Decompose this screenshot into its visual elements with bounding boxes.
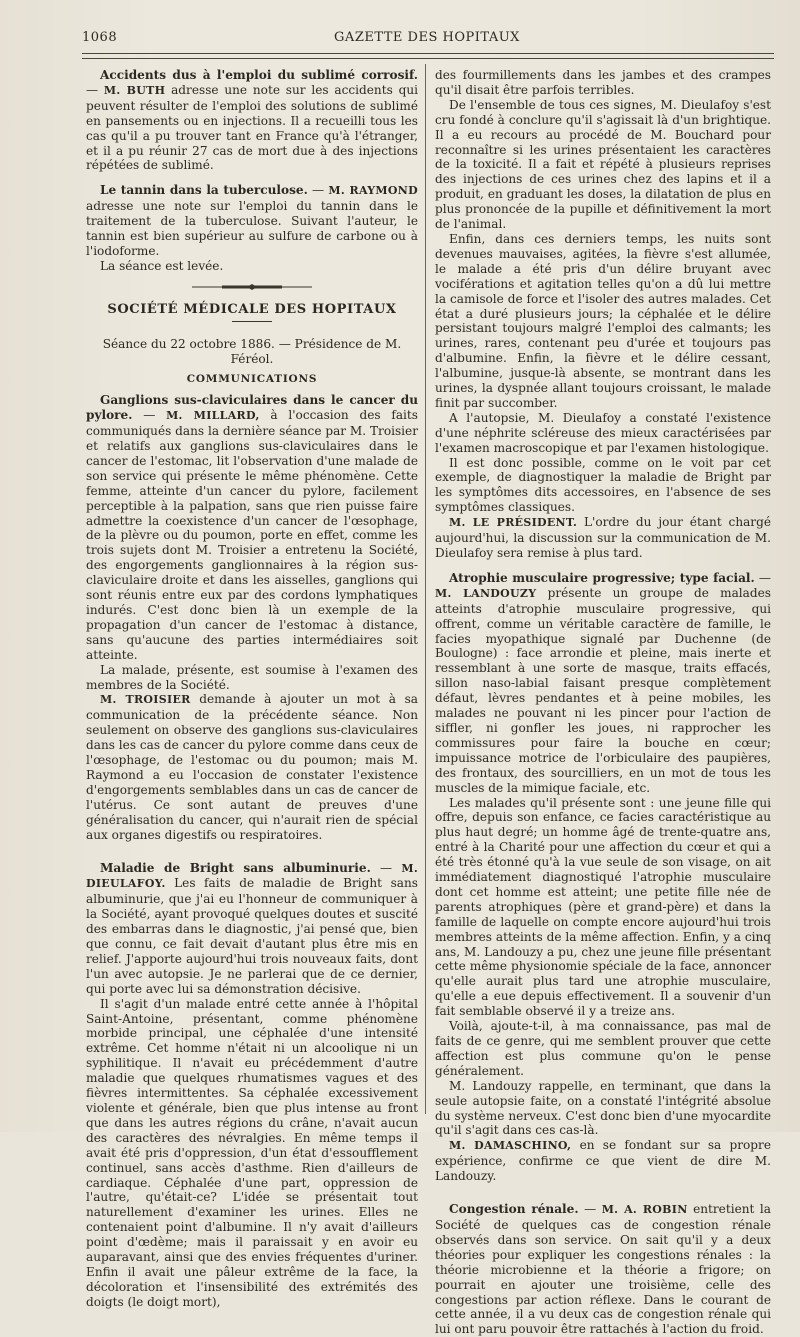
text-tannin: adresse une note sur l'emploi du tannin dans le traitement de la tuberculose. Suivant l'auteur, le tannin est bien supérieur au sulfure de carbone ou à l'iodoforme.: [86, 199, 418, 258]
article-bright: Maladie de Bright sans albuminurie. — M. DIEULAFOY. Les faits de maladie de Bright sans albuminurie, que j'ai eu l'honneur de communiquer à la Société, ayant provoqué quelques doutes et suscité des embarras dans le diagnostic, j'ai pensé que, bien que connu, ce fait devait d'autant plus être mis en relief. J'apporte aujourd'hui trois nouveaux faits, dont l'un avec autopsie. Je ne parlerai que de ce dernier, qui porte avec lui sa démonstration décisive.: [86, 860, 418, 996]
article-damaschino: [435, 1138, 771, 1184]
text-congestion: entretient la Société de quelques cas de congestion rénale observés dans son service. On sait qu'il y a deux théories pour expliquer les congestions rénales : la théorie microbienne et la théorie a frigore; on pourrait en ajouter une troisième, celle des congestions par action réflexe. Dans le courant de cette année, il a vu deux cas de congestion rénale qui lui ont paru pouvoir être rattachés à l'action du froid.: [435, 1202, 771, 1337]
header-rule-bottom: [82, 58, 774, 59]
ornament-icon: [192, 283, 312, 291]
header-rule-top: [82, 53, 774, 54]
society-title: SOCIÉTÉ MÉDICALE DES HOPITAUX: [107, 301, 397, 317]
title-underline: [232, 321, 272, 325]
text-ganglions: à l'occasion des faits communiqués dans la dernière séance par M. Troisier et relatifs aux ganglions sus-claviculaires dans le cancer de l'estomac, lit l'observation d'une malade de son service qui présente le même phénomène. Cette femme, atteinte d'un cancer du pylore, facilement perceptible à la palpation, sans que rien puisse faire admettre la coexistence d'un cancer de l'œsophage, de la plèvre ou du poumon, porte en effet, comme les trois sujets dont M. Troisier a entretenu la Société, des engorgements ganglionnaires à la région sus-claviculaire droite et dans les aisselles, ganglions qui sont réunis entre eux par des cordons lymphatiques indurés. C'est donc bien là un exemple de la propagation d'un cancer de l'estomac à distance, sans qu'aucune des parties intermédiaires soit atteinte.: [86, 408, 418, 662]
author-raymond: M. RAYMOND: [328, 184, 418, 198]
author-damaschino: M. DAMASCHINO,: [449, 1139, 572, 1153]
author-landouzy: M. LANDOUZY: [435, 586, 537, 600]
text-right-5: Il est donc possible, comme on le voit par cet exemple, de diagnostiquer la maladie de Bright par les symptômes dits accessoires, en l'absence de ses symptômes classiques.: [435, 455, 771, 515]
author-buth: M. BUTH: [103, 83, 166, 97]
left-column: [86, 68, 418, 1310]
heading-congestion: Congestion rénale.: [449, 1202, 579, 1217]
text-president: L'ordre du jour étant chargé aujourd'hui, la discussion sur la communication de M. Dieulafoy sera remise à plus tard.: [435, 515, 771, 560]
text-bright: Les faits de maladie de Bright sans albuminurie, que j'ai eu l'honneur de communiquer à la Société, ayant provoqué quelques doutes et suscité des embarras dans le diagnostic, j'ai pensé que, bien que connu, ce fait devait d'autant plus être mis en relief. J'apporte aujourd'hui trois nouveaux faits, dont l'un avec autopsie. Je ne parlerai que de ce dernier, qui porte avec lui sa démonstration décisive.: [86, 876, 418, 996]
heading-atrophie: Atrophie musculaire progressive; type facial.: [449, 570, 755, 585]
seance-date: Séance du 22 octobre 1886. — Présidence de M. Féréol.: [102, 336, 402, 366]
heading-sublime: Accidents dus à l'emploi du sublimé corrosif.: [100, 68, 418, 82]
author-dieulafoy: M. DIEULAFOY.: [86, 861, 418, 891]
article-sublime: Accidents dus à l'emploi du sublimé corrosif. — M. BUTH adresse une note sur les accidents qui peuvent résulter de l'emploi des solutions de sublimé en pansements ou en injections. Il a recueilli tous les cas qu'il a pu trouver tant en France qu'à l'étranger, et il a pu réunir 27 cas de mort due à des injections répétées de sublimé.: [86, 68, 418, 173]
text-bright-2: Il s'agit d'un malade entré cette année à l'hôpital Saint-Antoine, présentant, comme phénomène morbide principal, une céphalée d'une intensité extrême. Cet homme n'était ni un alcoolique ni un syphilitique. Il n'avait eu précédemment d'autre maladie que quelques rhumatismes vagues et des fièvres intermittentes. Sa céphalée excessivement violente et générale, bien que plus intense au front que dans les autres régions du crâne, n'avait aucun des caractères des névralgies. En même temps il avait été pris d'oppression, d'un état d'essoufflement continuel, sans accès d'asthme. Rien d'ailleurs de cardiaque. Céphalée d'une part, oppression de l'autre, qu'était-ce? L'idée se présentait tout naturellement d'examiner les urines. Elles ne contenaient point d'albumine. Il n'y avait d'ailleurs point d'œdème; mais il paraissait y en avoir eu auparavant, ainsi que des envies fréquentes d'uriner. Enfin il avait une pâleur extrême de la face, la décoloration et l'insensibilité des extrémités des doigts (le doigt mort),: [86, 996, 418, 1309]
article-troisier: [86, 692, 418, 842]
article-president: [435, 515, 771, 561]
heading-tannin: Le tannin dans la tuberculose.: [100, 183, 308, 198]
ornament-divider: [86, 280, 418, 295]
page-header: [82, 30, 772, 52]
author-robin: M. A. ROBIN: [601, 1203, 688, 1217]
seance-levee: La séance est levée.: [100, 258, 224, 273]
text-atrophie-2: Les malades qu'il présente sont : une jeune fille qui offre, depuis son enfance, ce facies caractéristique au plus haut degré; un homme âgé de trente-quatre ans, entré à la Charité pour une affection du cœur et qui a été très étonné qu'à la vue seule de son visage, on ait immédiatement diagnostiqué l'atrophie musculaire dont cet homme est atteint; une petite fille née de parents atrophiques (père et grand-père) et dans la famille de laquelle on compte encore aujourd'hui trois membres atteints de la même affection. Enfin, y a cinq ans, M. Landouzy a pu, chez une jeune fille présentant cette même physionomie spéciale de la face, annoncer qu'elle aurait plus tard une atrophie musculaire, qu'elle a eue depuis effectivement. Il a souvenir d'un fait semblable observé il y a treize ans.: [435, 795, 771, 1019]
page-number: 1068: [82, 30, 118, 45]
journal-title: GAZETTE DES HOPITAUX: [334, 30, 520, 45]
heading-ganglions: Ganglions sus-claviculaires dans le cancer du pylore.: [86, 393, 418, 423]
author-millard: M. MILLARD,: [166, 409, 260, 423]
text-atrophie: présente un groupe de malades atteints d'atrophie musculaire progressive, qui offrent, comme un véritable caractère de famille, le facies myopathique signalé par Duchenne (de Boulogne) : face arrondie et pleine, mais inerte et ressemblant à une sorte de masque, traits effacés, sillon naso-labial faisant presque complètement défaut, lèvres pendantes et à peine mobiles, les malades ne pouvant ni les pincer pour l'action de siffler, ni gonfler les joues, ni rapprocher les commissures pour faire la bouche en cœur; impuissance motrice de l'orbiculaire des paupières, des frontaux, des sourcilliers, en un mot de tous les muscles de la mimique faciale, etc.: [435, 585, 771, 795]
author-troisier: M. TROISIER: [100, 693, 191, 707]
text-atrophie-3: Voilà, ajoute-t-il, à ma connaissance, pas mal de faits de ce genre, qui me semblent prouver que cette affection est plus commune qu'on le pense généralement.: [435, 1019, 771, 1078]
text-damaschino: en se fondant sur sa propre expérience, confirme ce que vient de dire M. Landouzy.: [435, 1138, 771, 1184]
text-ganglions-2: La malade, présente, est soumise à l'examen des membres de la Société.: [86, 662, 418, 692]
article-ganglions: Ganglions sus-claviculaires dans le cancer du pylore. — M. MILLARD, à l'occasion des faits communiqués dans la dernière séance par M. Troisier et relatifs aux ganglions sus-claviculaires dans le cancer de l'estomac, lit l'observation d'une malade de son service qui présente le même phénomène. Cette femme, atteinte d'un cancer du pylore, facilement perceptible à la palpation, sans que rien puisse faire admettre la coexistence d'un cancer de l'œsophage, de la plèvre ou du poumon, porte en effet, comme les trois sujets dont M. Troisier a entretenu la Société, des engorgements ganglionnaires à la région sus-claviculaire droite et dans les aisselles, ganglions qui sont réunis entre eux par des cordons lymphatiques indurés. C'est donc bien là un exemple de la propagation d'un cancer de l'estomac à distance, sans qu'aucune des parties intermédiaires soit atteinte.: [86, 393, 418, 662]
article-congestion: Congestion rénale. — M. A. ROBIN entretient la Société de quelques cas de congestion rénale observés dans son service. On sait qu'il y a deux théories pour expliquer les congestions rénales : la théorie microbienne et la théorie a frigore; on pourrait en ajouter une troisième, celle des congestions par action réflexe. Dans le courant de cette année, il a vu deux cas de congestion rénale qui lui ont paru pouvoir être rattachés à l'action du froid.: [435, 1202, 771, 1337]
text-sublime: adresse une note sur les accidents qui peuvent résulter de l'emploi des solutions de sublimé en pansements ou en injections. Il a recueilli tous les cas qu'il a pu trouver tant en France qu'à l'étranger, et il a pu réunir 27 cas de mort due à des injections répétées de sublimé.: [86, 82, 418, 173]
text-troisier: demande à ajouter un mot à sa communication de la précédente séance. Non seulement on observe des ganglions sus-claviculaires dans les cas de cancer du pylore comme dans ceux de l'œsophage, de l'estomac ou du poumon; mais M. Raymond a eu l'occasion de constater l'existence d'engorgements semblables dans un cas de cancer de l'utérus. Ce sont autant de preuves d'une généralisation du cancer, qui n'aurait rien de spécial aux organes digestifs ou respiratoires.: [86, 692, 418, 842]
column-divider: [425, 64, 426, 1114]
text-right-3: Enfin, dans ces derniers temps, les nuits sont devenues mauvaises, agitées, la fièvre s'est allumée, le malade a été pris d'un délire bruyant avec vociférations et agitation telles qu'on a dû lui mettre la camisole de force et l'isoler des autres malades. Cet état a duré plusieurs jours; la céphalée et le délire persistant toujours malgré l'emploi des calmants; les urines, rares, contenant peu d'urée et toujours pas d'albumine. Enfin, la fièvre et le délire cessant, l'albumine, jusque-là absente, se montrant dans les urines, la dyspnée allant toujours croissant, le malade finit par succomber.: [435, 231, 771, 410]
article-atrophie: Atrophie musculaire progressive; type facial. — M. LANDOUZY présente un groupe de malades atteints d'atrophie musculaire progressive, qui offrent, comme un véritable caractère de famille, le facies myopathique signalé par Duchenne (de Boulogne) : face arrondie et pleine, mais inerte et ressemblant à une sorte de masque, traits effacés, sillon naso-labial faisant presque complètement défaut, lèvres pendantes et à peine mobiles, les malades ne pouvant ni les pincer pour l'action de siffler, ni gonfler les joues, ni rapprocher les commissures pour faire la bouche en cœur; impuissance motrice de l'orbiculaire des paupières, des frontaux, des sourcilliers, en un mot de tous les muscles de la mimique faciale, etc.: [435, 570, 771, 795]
right-column: [435, 68, 771, 1337]
text-right-1: des fourmillements dans les jambes et des crampes qu'il disait être parfois terribles.: [435, 68, 771, 97]
author-president: M. LE PRÉSIDENT.: [449, 516, 578, 530]
communications-heading: COMMUNICATIONS: [186, 373, 318, 386]
text-right-4: A l'autopsie, M. Dieulafoy a constaté l'existence d'une néphrite scléreuse des mieux caractérisées par l'examen macroscopique et par l'examen histologique.: [435, 410, 771, 455]
text-atrophie-4: M. Landouzy rappelle, en terminant, que dans la seule autopsie faite, on a constaté l'intégrité absolue du système nerveux. C'est donc bien d'une myocardite qu'il s'agit dans ces cas-là.: [435, 1078, 771, 1138]
text-right-2: De l'ensemble de tous ces signes, M. Dieulafoy s'est cru fondé à conclure qu'il s'agissait là d'un brightique. Il a eu recours au procédé de M. Bouchard pour reconnaître si les urines présentaient les caractères de la toxicité. Il a fait et répété à plusieurs reprises des injections de ces urines chez des lapins et il a produit, en graduant les doses, la dilatation de plus en plus prononcée de la pupille et définitivement la mort de l'animal.: [435, 97, 771, 232]
article-tannin: Le tannin dans la tuberculose. — M. RAYMOND adresse une note sur l'emploi du tannin dans le traitement de la tuberculose. Suivant l'auteur, le tannin est bien supérieur au sulfure de carbone ou à l'iodoforme.: [86, 183, 418, 258]
heading-bright: Maladie de Bright sans albuminurie.: [100, 860, 371, 875]
